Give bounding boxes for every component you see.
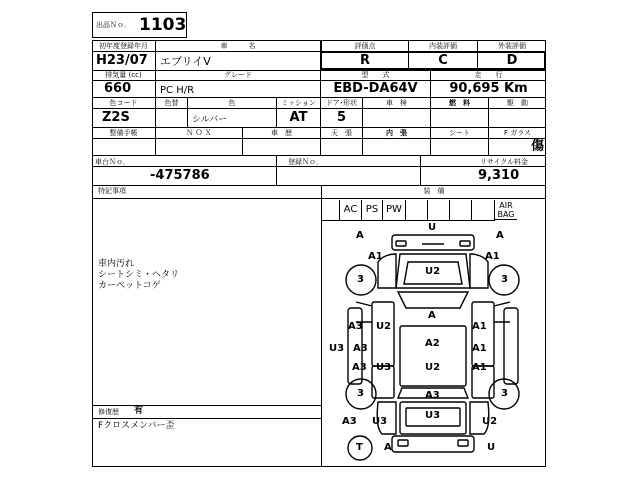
damage-code: 3 (501, 274, 508, 285)
drive-label: 駆 動 (507, 99, 528, 107)
right-side-panel-shape (504, 308, 518, 384)
color-code-value: Z2S (102, 110, 130, 125)
car-name-value: エブリイV (160, 55, 211, 68)
color-code-label: 色コード (109, 99, 138, 107)
damage-code: A (384, 442, 392, 453)
roof-shape (400, 326, 466, 386)
interior-label: 内 張 (386, 129, 407, 137)
glass-value: 傷 (530, 139, 544, 154)
damage-code: U (428, 222, 437, 233)
lot-number: 1103 (139, 15, 187, 35)
front-bumper-shape (392, 235, 474, 250)
damage-code: U3 (376, 362, 392, 373)
damage-code: A1 (472, 362, 487, 373)
divider (92, 108, 546, 109)
damage-code: 3 (501, 388, 508, 399)
damage-code: A3 (348, 321, 363, 332)
chassis-label: 車台Ｎｏ． (95, 158, 130, 166)
equipment-slot (406, 200, 428, 221)
damage-code: A (496, 230, 504, 241)
damage-code: U3 (425, 410, 441, 421)
damage-code: U3 (329, 343, 345, 354)
damage-code: A1 (485, 251, 500, 262)
color-label: 色 (228, 99, 236, 107)
equipment-airbag: AIR BAG (495, 200, 517, 220)
damage-code: A3 (425, 390, 440, 401)
equipment-grid (322, 200, 517, 221)
grade-value: PC H/R (160, 85, 195, 96)
equipment-ac: AC (340, 200, 362, 221)
equipment-pw: PW (383, 200, 406, 221)
sunroof-label: 天 張 (331, 129, 352, 137)
nox-label: Ｎ Ｏ Ｘ (186, 129, 212, 137)
damage-code: A2 (425, 338, 440, 349)
doors-label: ドア･形状 (325, 99, 358, 107)
windshield-shape (398, 292, 468, 308)
divider (276, 155, 277, 185)
lot-number-box (92, 12, 187, 38)
damage-code: A (356, 230, 364, 241)
transmission-value: AT (289, 110, 308, 125)
damage-code: A3 (353, 343, 368, 354)
divider (92, 198, 546, 199)
history-label: 車 歴 (271, 129, 292, 137)
interior-score-value: C (438, 53, 448, 68)
transmission-label: ミッション (281, 99, 316, 107)
equipment-ps: PS (362, 200, 383, 221)
divider (92, 418, 321, 419)
seat-label: シート (449, 129, 470, 137)
damage-code: 3 (357, 274, 364, 285)
recycle-label: リサイクル料金 (480, 158, 529, 166)
mileage-label: 走 行 (474, 71, 503, 79)
note-line: シートシミ・ヘタリ (98, 270, 180, 280)
inspection-label: 車 検 (386, 99, 407, 107)
equipment-slot (428, 200, 450, 221)
equipment-slot (472, 200, 495, 221)
repair-history-value: 有 (134, 406, 144, 416)
right-front-door-shape (472, 302, 494, 366)
lot-number-label: 出品Ｎｏ． (96, 21, 131, 29)
chassis-value: -475786 (150, 168, 210, 183)
damage-code: U2 (376, 321, 392, 332)
fuel-label: 燃 料 (449, 99, 470, 107)
model-label: 型 式 (361, 71, 390, 79)
damage-code: A1 (472, 343, 487, 354)
maintenance-label: 整備手帳 (109, 129, 138, 137)
damage-code: 3 (357, 388, 364, 399)
divider (92, 155, 546, 156)
divider (92, 185, 546, 186)
equipment-slot (322, 200, 340, 221)
color-change-label: 色替 (164, 99, 179, 107)
damage-code: A (428, 310, 436, 321)
note-line: 車内汚れ (98, 259, 135, 269)
color-value: シルバー (192, 115, 228, 125)
divider (420, 155, 421, 185)
damage-code: A1 (472, 321, 487, 332)
damage-code: U2 (425, 266, 441, 277)
recycle-value: 9,310 (478, 168, 520, 183)
damage-code: U2 (425, 362, 441, 373)
mileage-value: 90,695 Km (449, 81, 528, 96)
headlight-left-shape (396, 241, 406, 246)
divider (92, 138, 546, 139)
exterior-score-value: D (506, 53, 518, 68)
equipment-slot (450, 200, 472, 221)
divider (92, 405, 321, 406)
equipment-label: 装 備 (423, 187, 445, 195)
note-line: カーペットコゲ (98, 281, 161, 291)
interior-score-label: 内装評価 (429, 42, 457, 50)
rear-bumper-shape (392, 436, 474, 452)
displacement-label: 排気量 (cc) (105, 71, 142, 79)
exterior-score-label: 外装評価 (498, 42, 526, 50)
score-label: 評価点 (354, 42, 376, 50)
score-value: R (359, 53, 370, 68)
first-registration-value: H23/07 (96, 53, 148, 68)
glass-label: F ガラス (503, 129, 532, 137)
damage-code: A3 (342, 416, 357, 427)
car-name-label: 車 名 (220, 42, 256, 50)
first-registration-label: 初年度登録年月 (99, 42, 148, 50)
damage-code: U2 (482, 416, 498, 427)
damage-code: A3 (352, 362, 367, 373)
grade-label: グレード (224, 71, 252, 79)
registration-label: 登録Ｎｏ． (288, 158, 323, 166)
damage-code: A1 (368, 251, 383, 262)
notes-label: 特記事項 (98, 187, 126, 195)
repair-note: Fクロスメンバー歪 (98, 421, 175, 431)
doors-value: 5 (336, 110, 347, 125)
repair-history-label: 修復歴 (98, 408, 119, 416)
left-front-door-shape (372, 302, 394, 366)
divider (92, 127, 546, 128)
headlight-right-shape (460, 241, 470, 246)
displacement-value: 660 (104, 81, 132, 96)
model-value: EBD-DA64V (333, 81, 418, 96)
damage-code: U (487, 442, 496, 453)
damage-code: U3 (372, 416, 388, 427)
damage-code: T (356, 442, 363, 453)
